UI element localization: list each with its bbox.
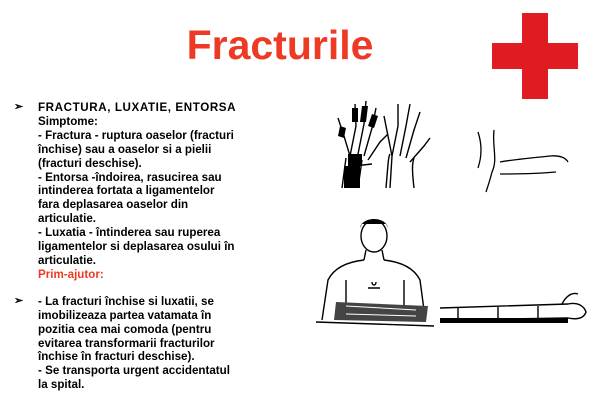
first-aid-label: Prim-ajutor: xyxy=(38,267,104,281)
section-heading xyxy=(14,101,298,115)
red-cross-icon xyxy=(492,13,578,99)
text-line: fara deplasarea oaselor din xyxy=(38,198,189,212)
leg-drawing xyxy=(470,122,570,194)
slide-text xyxy=(14,101,298,392)
heading-text: FRACTURA, LUXATIE, ENTORSA xyxy=(38,101,237,114)
text-line: - Fractura - ruptura oaselor (fracturi xyxy=(38,128,234,142)
text-line: - Se transporta urgent accidentatul xyxy=(38,364,230,378)
text-line: intinderea fortata a ligamentelor xyxy=(38,184,215,198)
text-line: articulatie. xyxy=(38,253,96,267)
text-line: ligamentelor si deplasarea osului în xyxy=(38,240,235,254)
text-line: închise) sau a oaselor si a pielii xyxy=(38,142,212,156)
text-line: - Luxatia - întinderea sau ruperea xyxy=(38,226,221,240)
text-line: articulatie. xyxy=(38,212,96,226)
hand-bones-drawing xyxy=(328,96,438,191)
symptoms-list xyxy=(38,129,298,268)
text-line: închise în fracturi deschise). xyxy=(38,350,195,364)
symptoms-label: Simptome: xyxy=(38,114,98,128)
text-line: - La fracturi închise si luxatii, se xyxy=(38,294,214,308)
text-line: imobilizeaza partea vatamata în xyxy=(38,308,212,322)
text-line: evitarea transformarii fracturilor xyxy=(38,336,215,350)
text-line: (fracturi deschise). xyxy=(38,156,142,170)
splinted-leg-drawing xyxy=(438,282,588,337)
text-line: la spital. xyxy=(38,378,85,392)
text-line: - Entorsa -îndoirea, rasucirea sau xyxy=(38,170,222,184)
slide-title: Fracturile xyxy=(186,22,374,68)
bullet-icon: ➢ xyxy=(14,101,24,113)
injured-man-drawing xyxy=(316,210,434,340)
first-aid-block xyxy=(14,294,298,392)
bullet-icon: ➢ xyxy=(14,294,24,307)
text-line: pozitia cea mai comoda (pentru xyxy=(38,322,212,336)
first-aid-list xyxy=(38,295,298,392)
